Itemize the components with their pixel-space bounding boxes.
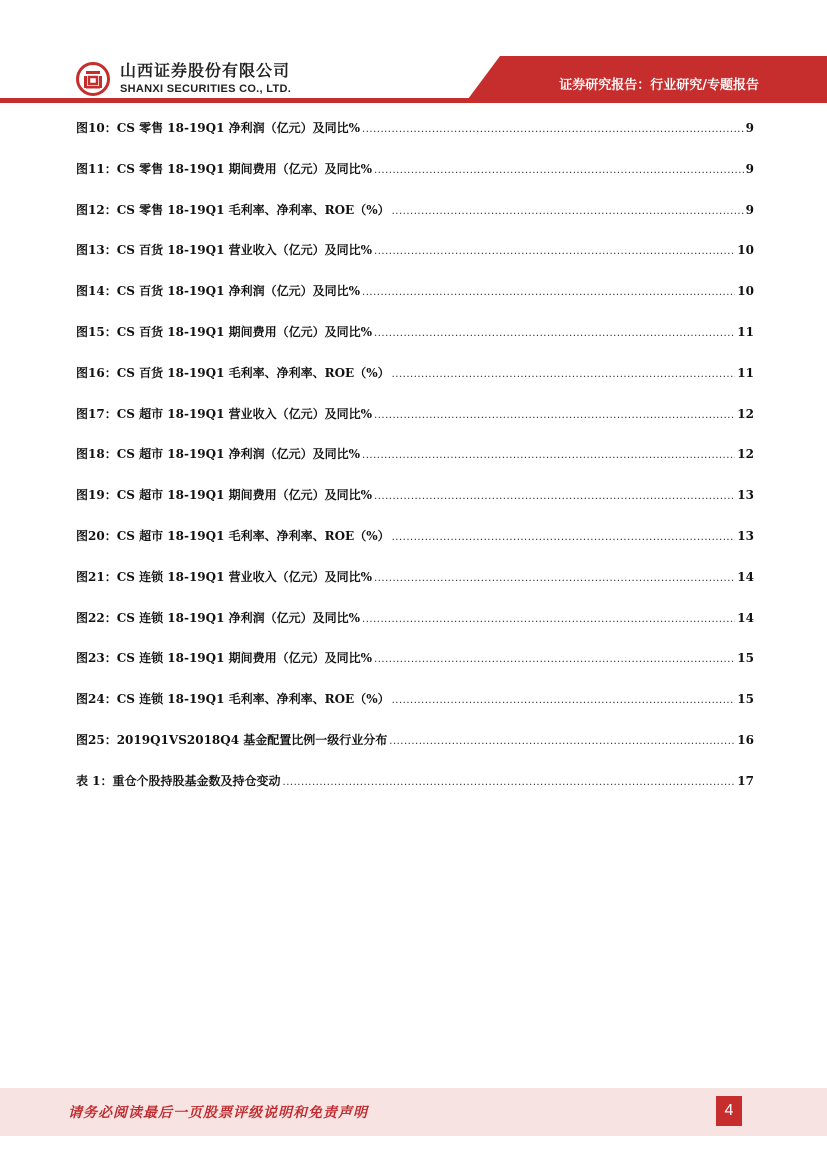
toc-entry-title: CS 百货 18-19Q1 净利润（亿元）及同比% [116, 284, 361, 299]
toc-entry-label: 图14： [76, 284, 117, 299]
toc-entry-title: CS 连锁 18-19Q1 净利润（亿元）及同比% [116, 610, 361, 625]
toc-entry[interactable] [76, 443, 754, 484]
toc-dot-leader [374, 405, 735, 427]
toc-entry-page: 15 [737, 692, 754, 707]
toc-entry[interactable] [76, 362, 754, 403]
toc-dot-leader [392, 527, 736, 549]
toc-dot-leader [374, 241, 735, 263]
company-name-cn: 山西证券股份有限公司 [120, 61, 291, 80]
toc-dot-leader [374, 323, 735, 345]
toc-entry-page: 15 [737, 651, 754, 666]
toc-entry[interactable] [76, 688, 754, 729]
toc-entry-label: 图25： [76, 732, 117, 747]
toc-dot-leader [283, 772, 736, 794]
toc-entry-label: 图12： [76, 202, 117, 217]
toc-entry-page: 9 [745, 121, 754, 135]
toc-dot-leader [362, 282, 735, 304]
toc-entry-title: CS 连锁 18-19Q1 营业收入（亿元）及同比% [116, 569, 373, 584]
toc-entry-label: 图18： [76, 447, 117, 462]
toc-dot-leader [392, 364, 736, 386]
toc-entry-label: 图16： [76, 365, 117, 380]
toc-entry-title: CS 超市 18-19Q1 毛利率、净利率、ROE（%） [116, 528, 390, 543]
toc-entry-title: CS 百货 18-19Q1 期间费用（亿元）及同比% [116, 324, 373, 339]
toc-entry-label: 图23： [76, 651, 117, 666]
toc-entry-page: 13 [737, 528, 754, 543]
toc-entry-page: 11 [737, 324, 754, 339]
toc-entry-title: CS 百货 18-19Q1 毛利率、净利率、ROE（%） [116, 365, 390, 380]
toc-entry[interactable] [76, 647, 754, 688]
toc-dot-leader [374, 649, 735, 671]
toc-entry-page: 13 [737, 488, 754, 503]
toc-entry-label: 图21： [76, 569, 117, 584]
toc-entry[interactable] [76, 403, 754, 444]
toc-entry-title: CS 连锁 18-19Q1 毛利率、净利率、ROE（%） [116, 692, 390, 707]
toc-entry-label: 图20： [76, 528, 117, 543]
toc-entry-title: CS 连锁 18-19Q1 期间费用（亿元）及同比% [116, 651, 373, 666]
toc-entry-page: 12 [737, 447, 754, 462]
toc-entry-page: 14 [737, 610, 754, 625]
report-type-label: 证券研究报告：行业研究/专题报告 [559, 78, 759, 93]
toc-entry-title: CS 超市 18-19Q1 期间费用（亿元）及同比% [116, 488, 373, 503]
shanxi-securities-logo [76, 62, 110, 96]
toc-dot-leader [362, 119, 744, 141]
toc-entry-title: 2019Q1VS2018Q4 基金配置比例一级行业分布 [116, 732, 388, 747]
toc-entry-label: 图10： [76, 121, 117, 135]
toc-entry[interactable] [76, 525, 754, 566]
toc-dot-leader [374, 486, 735, 508]
toc-entry-label: 图13： [76, 243, 117, 258]
toc-entry[interactable] [76, 729, 754, 770]
toc-dot-leader [392, 690, 736, 712]
toc-entry[interactable] [76, 607, 754, 648]
toc-entry-page: 9 [745, 202, 754, 217]
toc-entry-title: CS 零售 18-19Q1 净利润（亿元）及同比% [116, 121, 361, 135]
toc-entry-title: CS 零售 18-19Q1 期间费用（亿元）及同比% [116, 161, 373, 176]
page-header [0, 0, 827, 110]
toc-entry-title: CS 超市 18-19Q1 营业收入（亿元）及同比% [116, 406, 373, 421]
toc-entry-page: 9 [745, 161, 754, 176]
toc-dot-leader [389, 731, 735, 753]
toc-entry[interactable] [76, 199, 754, 240]
table-of-figures [76, 117, 754, 811]
toc-entry-page: 17 [737, 773, 754, 788]
toc-entry-title: CS 百货 18-19Q1 营业收入（亿元）及同比% [116, 243, 373, 258]
toc-entry-page: 12 [737, 406, 754, 421]
toc-entry-label: 图19： [76, 488, 117, 503]
toc-entry[interactable] [76, 158, 754, 199]
toc-entry[interactable] [76, 321, 754, 362]
toc-entry-label: 图11： [76, 161, 117, 176]
toc-dot-leader [362, 609, 735, 631]
toc-dot-leader [362, 445, 735, 467]
toc-entry[interactable] [76, 239, 754, 280]
toc-entry[interactable] [76, 770, 754, 811]
toc-entry-label: 图17： [76, 406, 117, 421]
toc-entry-title: CS 零售 18-19Q1 毛利率、净利率、ROE（%） [116, 202, 390, 217]
toc-entry-page: 11 [737, 365, 754, 380]
toc-entry[interactable] [76, 117, 754, 158]
toc-dot-leader [374, 160, 744, 182]
toc-entry[interactable] [76, 484, 754, 525]
toc-entry-title: CS 超市 18-19Q1 净利润（亿元）及同比% [116, 447, 361, 462]
toc-entry[interactable] [76, 280, 754, 321]
toc-entry-page: 10 [737, 284, 754, 299]
toc-entry-page: 14 [737, 569, 754, 584]
toc-entry-label: 图22： [76, 610, 117, 625]
toc-entry-label: 图15： [76, 324, 117, 339]
company-name-en: SHANXI SECURITIES CO., LTD. [120, 83, 292, 95]
company-name [120, 62, 291, 96]
toc-entry-title: 重仓个股持股基金数及持仓变动 [112, 773, 281, 788]
toc-dot-leader [374, 568, 735, 590]
toc-entry-label: 图24： [76, 692, 117, 707]
disclaimer-text: 请务必阅读最后一页股票评级说明和免责声明 [68, 1105, 368, 1121]
page-number: 4 [716, 1096, 742, 1126]
toc-entry-page: 16 [737, 732, 754, 747]
toc-dot-leader [392, 201, 744, 223]
page-footer [0, 1088, 827, 1136]
toc-entry-page: 10 [737, 243, 754, 258]
toc-entry-label: 表 1： [76, 773, 113, 788]
toc-entry[interactable] [76, 566, 754, 607]
